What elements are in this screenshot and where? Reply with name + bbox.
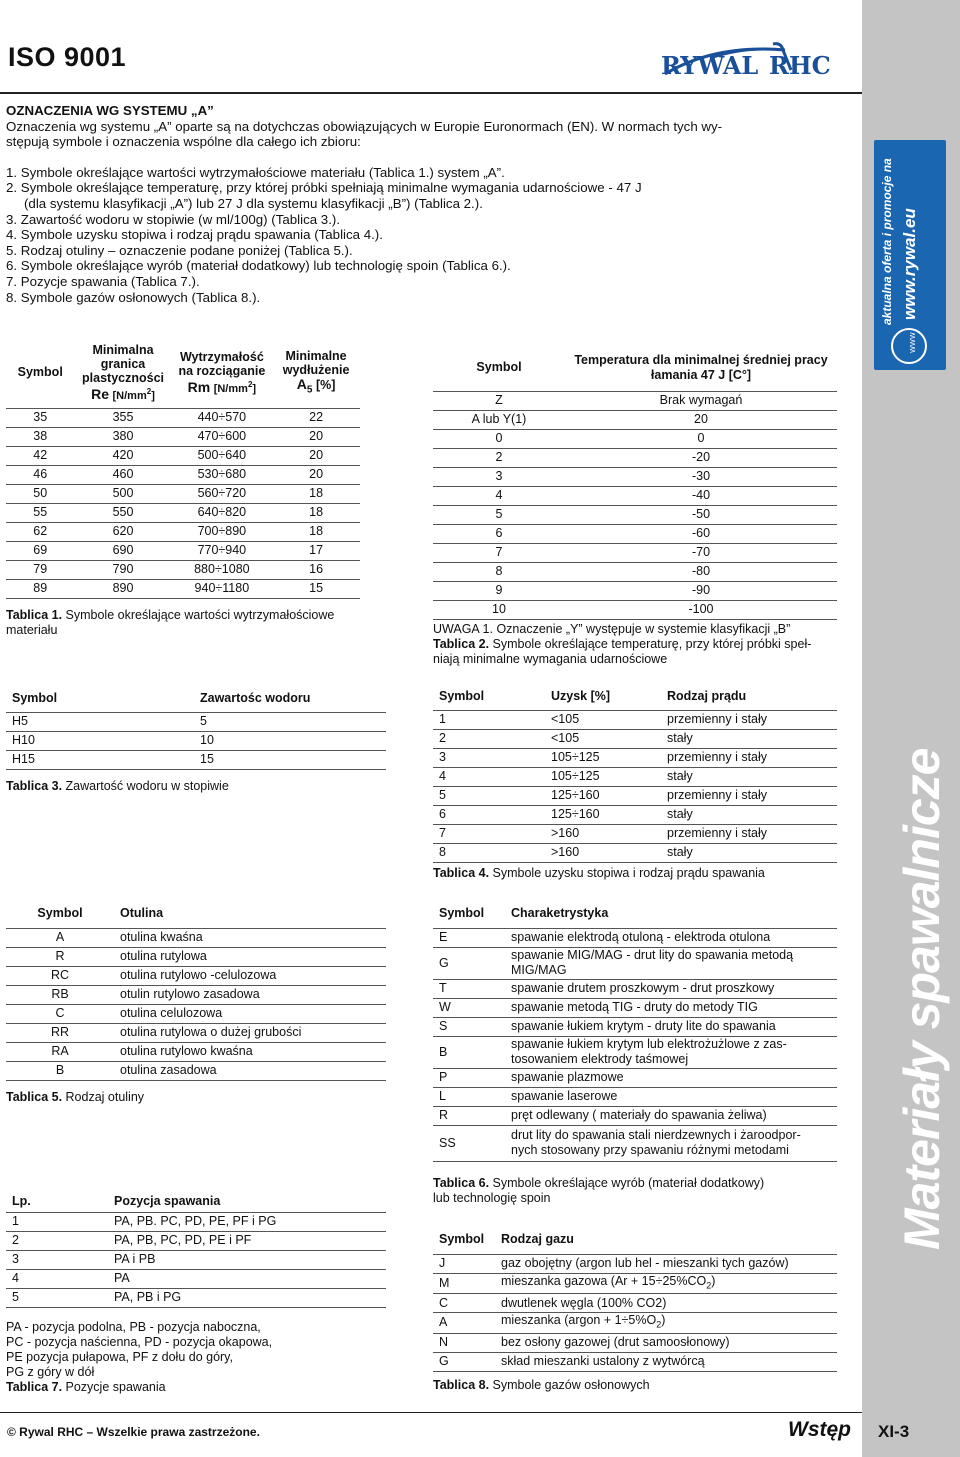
table-row xyxy=(433,805,837,824)
table-6 xyxy=(433,900,837,1162)
table-cell: B xyxy=(6,1061,114,1080)
table-cell: <105 xyxy=(545,710,661,729)
table-cell: 105÷125 xyxy=(545,767,661,786)
table-cell: przemienny i stały xyxy=(661,748,837,767)
table-cell: 20 xyxy=(272,427,360,446)
page-number: XI-3 xyxy=(878,1422,910,1441)
table-cell: 1 xyxy=(6,1212,108,1231)
table-cell: 420 xyxy=(74,446,171,465)
section-vertical-title: Materiały spawalnicze xyxy=(894,748,950,1250)
table-row xyxy=(6,1288,386,1307)
table-row xyxy=(433,979,837,998)
table-cell: RR xyxy=(6,1023,114,1042)
table-cell: 560÷720 xyxy=(172,484,273,503)
table-cell: 4 xyxy=(6,1269,108,1288)
table-row xyxy=(6,985,386,1004)
table-cell: 550 xyxy=(74,503,171,522)
table-row xyxy=(433,467,837,486)
table-row xyxy=(6,522,360,541)
table-row xyxy=(433,562,837,581)
table-cell: 55 xyxy=(6,503,74,522)
table-cell: 2 xyxy=(6,1231,108,1250)
t4-caption: Tablica 4. Symbole uzysku stopiwa i rodzaj prądu spawania xyxy=(433,866,765,880)
table-cell: 15 xyxy=(194,750,386,769)
table-cell: 770÷940 xyxy=(172,541,273,560)
table-cell: T xyxy=(433,979,505,998)
table-row xyxy=(6,465,360,484)
table-cell: 3 xyxy=(433,467,565,486)
table-cell: RC xyxy=(6,966,114,985)
table-cell: 4 xyxy=(433,486,565,505)
table-cell: spawanie elektrodą otuloną - elektroda otulona xyxy=(505,928,837,947)
table-cell: 20 xyxy=(272,446,360,465)
table-row xyxy=(433,391,837,410)
table-row xyxy=(433,1352,837,1371)
t3-caption: Tablica 3. Zawartość wodoru w stopiwie xyxy=(6,779,229,793)
table-4 xyxy=(433,684,837,863)
table-row xyxy=(433,1125,837,1161)
table-cell: -60 xyxy=(565,524,837,543)
table-cell: 690 xyxy=(74,541,171,560)
table-row xyxy=(433,748,837,767)
table-cell: PA, PB i PG xyxy=(108,1288,386,1307)
table-row xyxy=(433,1294,837,1313)
t2-caption: UWAGA 1. Oznaczenie „Y” występuje w systemie klasyfikacji „B” Tablica 2. Symbole określające temperaturę, przy której próbki speł- niają minimalne wymagania udarnościowe xyxy=(433,622,843,667)
table-cell: 6 xyxy=(433,524,565,543)
table-cell: 500÷640 xyxy=(172,446,273,465)
table-cell: otulina celulozowa xyxy=(114,1004,386,1023)
table-cell: skład mieszanki ustalony z wytwórcą xyxy=(495,1352,837,1371)
table-cell: 440÷570 xyxy=(172,408,273,427)
t2-note: UWAGA 1. Oznaczenie „Y” występuje w systemie klasyfikacji „B” xyxy=(433,622,791,636)
table-row xyxy=(6,750,386,769)
table-cell: <105 xyxy=(545,729,661,748)
table-row xyxy=(433,1106,837,1125)
copyright: © Rywal RHC – Wszelkie prawa zastrzeżone. xyxy=(7,1425,260,1439)
t1-h-re: Minimalna granica plastyczności Re $[N/mm^2]$ xyxy=(74,338,171,408)
table-cell: 7 xyxy=(433,824,545,843)
table-row xyxy=(6,1269,386,1288)
table-cell: 16 xyxy=(272,560,360,579)
table-cell: H10 xyxy=(6,731,194,750)
t6-h-symbol: Symbol xyxy=(433,900,505,928)
table-cell: M xyxy=(433,1273,495,1294)
table-cell: 790 xyxy=(74,560,171,579)
table-row xyxy=(6,1231,386,1250)
table-cell: drut lity do spawania stali nierdzewnych i żaroodpor- nych stosowany przy spawaniu różnymi metodami xyxy=(505,1125,837,1161)
table-cell: 18 xyxy=(272,484,360,503)
t3-h-h2: Zawartośc wodoru xyxy=(194,686,386,712)
table-row xyxy=(433,998,837,1017)
table-cell: G xyxy=(433,947,505,979)
table-cell: 18 xyxy=(272,522,360,541)
intro-item: 8. Symbole gazów osłonowych (Tablica 8.). xyxy=(6,289,261,305)
table-cell: 940÷1180 xyxy=(172,579,273,598)
table-cell: H15 xyxy=(6,750,194,769)
table-cell: otulina rutylowo -celulozowa xyxy=(114,966,386,985)
table-row xyxy=(433,486,837,505)
intro-para2: stępują symbole i oznaczenia wspólne dla całego ich zbioru: xyxy=(6,134,361,150)
table-cell: 18 xyxy=(272,503,360,522)
table-row xyxy=(433,1087,837,1106)
intro-section xyxy=(6,103,856,305)
table-cell: B xyxy=(433,1036,505,1068)
t6-caption: Tablica 6. Symbole określające wyrób (materiał dodatkowy) lub technologię spoin xyxy=(433,1176,765,1205)
table-cell: 7 xyxy=(433,543,565,562)
table-cell: 2 xyxy=(433,729,545,748)
table-cell: otulina rutylowo kwaśna xyxy=(114,1042,386,1061)
table-cell: 8 xyxy=(433,562,565,581)
t7-legend: PA - pozycja podolna, PB - pozycja naboczna, PC - pozycja naścienna, PD - pozycja okapowa, PE pozycja pułapowa, PF z dołu do góry, PG z góry w dół Tablica 7. Pozycje spawania xyxy=(6,1320,273,1394)
table-cell: pręt odlewany ( materiały do spawania żeliwa) xyxy=(505,1106,837,1125)
table-row xyxy=(6,1023,386,1042)
table-cell: Z xyxy=(433,391,565,410)
table-row xyxy=(6,1004,386,1023)
table-cell: -40 xyxy=(565,486,837,505)
table-cell: 380 xyxy=(74,427,171,446)
table-row xyxy=(433,1333,837,1352)
table-cell: otulina rutylowa xyxy=(114,947,386,966)
table-row xyxy=(6,1212,386,1231)
table-row xyxy=(6,503,360,522)
table-cell: 5 xyxy=(433,786,545,805)
table-cell: 79 xyxy=(6,560,74,579)
intro-item: 1. Symbole określające wartości wytrzymałościowe materiału (Tablica 1.) system „A”. xyxy=(6,164,505,180)
table-cell: C xyxy=(433,1294,495,1313)
www-globe-icon xyxy=(877,320,941,368)
table-cell: 3 xyxy=(6,1250,108,1269)
doc-header-iso: ISO 9001 xyxy=(8,42,127,72)
t3-h-symbol: Symbol xyxy=(6,686,194,712)
table-row xyxy=(6,1042,386,1061)
table-row xyxy=(6,427,360,446)
table-cell: 9 xyxy=(433,581,565,600)
intro-item: 2. Symbole określające temperaturę, przy której próbki spełniają minimalne wymagania udarnościowe - 47 J xyxy=(6,180,642,196)
t5-caption: Tablica 5. Rodzaj otuliny xyxy=(6,1090,145,1104)
table-row xyxy=(433,1068,837,1087)
table-row xyxy=(433,786,837,805)
table-cell: 620 xyxy=(74,522,171,541)
table-cell: 4 xyxy=(433,767,545,786)
table-row xyxy=(6,1250,386,1269)
table-cell: >160 xyxy=(545,824,661,843)
table-row xyxy=(6,541,360,560)
intro-title: OZNACZENIA WG SYSTEMU „A” xyxy=(6,103,214,118)
table-cell: RB xyxy=(6,985,114,1004)
table-row xyxy=(6,484,360,503)
table-cell: PA, PB, PC, PD, PE i PF xyxy=(108,1231,386,1250)
table-cell: 2 xyxy=(433,448,565,467)
table-cell: 46 xyxy=(6,465,74,484)
t1-h-a5: Minimalne wydłużenie $A_5$ [%] xyxy=(272,338,360,408)
table-row xyxy=(433,710,837,729)
table-cell: przemienny i stały xyxy=(661,786,837,805)
table-cell: >160 xyxy=(545,843,661,862)
table-cell: 17 xyxy=(272,541,360,560)
t5-h-otulina: Otulina xyxy=(114,900,386,928)
table-cell: bez osłony gazowej (drut samoosłonowy) xyxy=(495,1333,837,1352)
table-cell: 460 xyxy=(74,465,171,484)
table-cell: 50 xyxy=(6,484,74,503)
table-cell: otulina zasadowa xyxy=(114,1061,386,1080)
table-cell: przemienny i stały xyxy=(661,710,837,729)
table-cell: dwutlenek węgla (100% CO2) xyxy=(495,1294,837,1313)
table-row xyxy=(6,712,386,731)
table-row xyxy=(433,505,837,524)
table-cell: mieszanka gazowa $(Ar + 15\div 25\%CO_2)$ xyxy=(495,1273,837,1294)
table-row xyxy=(6,1061,386,1080)
table-cell: stały xyxy=(661,843,837,862)
table-cell: 38 xyxy=(6,427,74,446)
table-cell: 8 xyxy=(433,843,545,862)
table-cell: -80 xyxy=(565,562,837,581)
table-cell: 3 xyxy=(433,748,545,767)
t7-h-poz: Pozycja spawania xyxy=(108,1192,386,1212)
table-row xyxy=(433,410,837,429)
intro-item: 5. Rodzaj otuliny – oznaczenie podane poniżej (Tablica 5.). xyxy=(6,242,353,258)
table-cell: spawanie metodą TIG - druty do metody TIG xyxy=(505,998,837,1017)
table-cell: stały xyxy=(661,729,837,748)
t2-h-temp: Temperatura dla minimalnej średniej pracy łamania 47 J [C°] xyxy=(565,345,837,391)
table-cell: W xyxy=(433,998,505,1017)
table-cell: 640÷820 xyxy=(172,503,273,522)
intro-item: 6. Symbole określające wyrób (materiał dodatkowy) lub technologię spoin (Tablica 6.). xyxy=(6,258,511,274)
rywal-logo xyxy=(655,36,845,96)
table-cell: PA xyxy=(108,1269,386,1288)
table-cell: A xyxy=(433,1313,495,1334)
table-cell: A xyxy=(6,928,114,947)
table-cell: spawanie plazmowe xyxy=(505,1068,837,1087)
table-row xyxy=(6,560,360,579)
table-cell: -100 xyxy=(565,600,837,619)
table-cell: gaz obojętny (argon lub hel - mieszanki tych gazów) xyxy=(495,1254,837,1273)
intro-item: 7. Pozycje spawania (Tablica 7.). xyxy=(6,273,200,289)
table-row xyxy=(433,824,837,843)
table-cell: PA, PB. PC, PD, PE, PF i PG xyxy=(108,1212,386,1231)
table-cell: spawanie laserowe xyxy=(505,1087,837,1106)
table-cell: 470÷600 xyxy=(172,427,273,446)
table-cell: 69 xyxy=(6,541,74,560)
table-cell: N xyxy=(433,1333,495,1352)
logo-right: RHC xyxy=(769,51,831,80)
table-cell: 20 xyxy=(272,465,360,484)
table-cell: 1 xyxy=(433,710,545,729)
table-cell: H5 xyxy=(6,712,194,731)
table-row xyxy=(433,600,837,619)
table-cell: -90 xyxy=(565,581,837,600)
table-cell: 89 xyxy=(6,579,74,598)
table-row xyxy=(433,543,837,562)
table-cell: C xyxy=(6,1004,114,1023)
t1-caption: Tablica 1. Symbole określające wartości wytrzymałościowe materiału xyxy=(6,608,335,637)
table-row xyxy=(433,729,837,748)
table-cell: 10 xyxy=(433,600,565,619)
table-cell: L xyxy=(433,1087,505,1106)
table-cell: -50 xyxy=(565,505,837,524)
t8-caption: Tablica 8. Symbole gazów osłonowych xyxy=(433,1378,650,1392)
table-2 xyxy=(433,345,837,620)
table-row xyxy=(6,446,360,465)
table-row xyxy=(6,928,386,947)
table-cell: 5 xyxy=(433,505,565,524)
table-row xyxy=(433,448,837,467)
table-cell: R xyxy=(6,947,114,966)
table-cell: 35 xyxy=(6,408,74,427)
table-cell: przemienny i stały xyxy=(661,824,837,843)
intro-item: 3. Zawartość wodoru w stopiwie (w ml/100g) (Tablica 3.). xyxy=(6,211,341,227)
table-cell: 5 xyxy=(194,712,386,731)
table-row xyxy=(6,966,386,985)
intro-para1: Oznaczenia wg systemu „A” oparte są na dotychczas obowiązujących w Europie Euronormach (EN). W normach tych wy- xyxy=(6,118,723,134)
table-row xyxy=(433,767,837,786)
table-row xyxy=(433,1254,837,1273)
table-1 xyxy=(6,338,360,599)
table-cell: RA xyxy=(6,1042,114,1061)
table-8 xyxy=(433,1226,837,1372)
table-row xyxy=(6,731,386,750)
table-cell: 890 xyxy=(74,579,171,598)
www-badge-text: WWW xyxy=(909,332,917,353)
table-cell: 530÷680 xyxy=(172,465,273,484)
table-cell: spawanie MIG/MAG - drut lity do spawania metodą MIG/MAG xyxy=(505,947,837,979)
t5-h-symbol: Symbol xyxy=(6,900,114,928)
table-cell: E xyxy=(433,928,505,947)
promo-url[interactable]: www.rywal.eu xyxy=(900,208,919,320)
table-cell: 6 xyxy=(433,805,545,824)
table-cell: 700÷890 xyxy=(172,522,273,541)
table-row xyxy=(433,1017,837,1036)
table-row xyxy=(433,1036,837,1068)
table-cell: 10 xyxy=(194,731,386,750)
table-cell: G xyxy=(433,1352,495,1371)
table-row xyxy=(433,524,837,543)
table-cell: otulin rutylowo zasadowa xyxy=(114,985,386,1004)
t1-h-symbol: Symbol xyxy=(6,338,74,408)
table-row xyxy=(6,408,360,427)
table-cell: P xyxy=(433,1068,505,1087)
promo-text: aktualna oferta i promocje na xyxy=(880,158,894,325)
table-row xyxy=(433,843,837,862)
table-row xyxy=(433,1273,837,1294)
table-cell: spawanie drutem proszkowym - drut proszkowy xyxy=(505,979,837,998)
table-row xyxy=(433,581,837,600)
table-cell: 22 xyxy=(272,408,360,427)
t4-h-uzysk: Uzysk [%] xyxy=(545,684,661,710)
t2-h-symbol: Symbol xyxy=(433,345,565,391)
table-cell: -20 xyxy=(565,448,837,467)
t8-h-symbol: Symbol xyxy=(433,1226,495,1254)
table-row xyxy=(433,429,837,448)
table-cell: PA i PB xyxy=(108,1250,386,1269)
table-cell: 15 xyxy=(272,579,360,598)
section-name: Wstęp xyxy=(788,1418,851,1441)
table-cell: -70 xyxy=(565,543,837,562)
t4-h-prad: Rodzaj prądu xyxy=(661,684,837,710)
table-cell: SS xyxy=(433,1125,505,1161)
table-cell: S xyxy=(433,1017,505,1036)
intro-item: 4. Symbole uzysku stopiwa i rodzaj prądu spawania (Tablica 4.). xyxy=(6,227,383,243)
table-cell: 880÷1080 xyxy=(172,560,273,579)
table-cell: 125÷160 xyxy=(545,786,661,805)
table-5 xyxy=(6,900,386,1081)
table-cell: 0 xyxy=(565,429,837,448)
table-cell: spawanie łukiem krytym lub elektrożużlowe z zas- tosowaniem elektrody taśmowej xyxy=(505,1036,837,1068)
table-row xyxy=(433,1313,837,1334)
t4-h-symbol: Symbol xyxy=(433,684,545,710)
table-cell: 355 xyxy=(74,408,171,427)
table-cell: 105÷125 xyxy=(545,748,661,767)
table-cell: 125÷160 xyxy=(545,805,661,824)
table-cell: R xyxy=(433,1106,505,1125)
t6-h-char: Charaketrystyka xyxy=(505,900,837,928)
t7-h-lp: Lp. xyxy=(6,1192,108,1212)
table-cell: otulina kwaśna xyxy=(114,928,386,947)
table-cell: stały xyxy=(661,805,837,824)
table-cell: A lub Y(1) xyxy=(433,410,565,429)
table-cell: Brak wymagań xyxy=(565,391,837,410)
table-row xyxy=(6,947,386,966)
table-cell: spawanie łukiem krytym - druty lite do spawania xyxy=(505,1017,837,1036)
table-cell: 0 xyxy=(433,429,565,448)
table-cell: 42 xyxy=(6,446,74,465)
table-cell: -30 xyxy=(565,467,837,486)
header-rule xyxy=(0,92,862,94)
table-cell: otulina rutylowa o dużej grubości xyxy=(114,1023,386,1042)
table-cell: stały xyxy=(661,767,837,786)
table-row xyxy=(6,579,360,598)
table-cell: mieszanka (argon + $1\div 5\%O_2$) xyxy=(495,1313,837,1334)
t8-h-gaz: Rodzaj gazu xyxy=(495,1226,837,1254)
table-row xyxy=(433,928,837,947)
table-3 xyxy=(6,686,386,770)
table-cell: 5 xyxy=(6,1288,108,1307)
table-cell: 62 xyxy=(6,522,74,541)
table-cell: 500 xyxy=(74,484,171,503)
table-cell: J xyxy=(433,1254,495,1273)
intro-item: (dla systemu klasyfikacji „A”) lub 27 J dla systemu klasyfikacji „B”) (Tablica 2.). xyxy=(24,195,483,211)
footer-rule xyxy=(0,1412,862,1413)
table-cell: 20 xyxy=(565,410,837,429)
logo-left: RYWAL xyxy=(661,51,759,80)
t1-h-rm: Wytrzymałość na rozciąganie Rm $[N/mm^2]$ xyxy=(172,338,273,408)
table-7 xyxy=(6,1192,386,1308)
table-row xyxy=(433,947,837,979)
